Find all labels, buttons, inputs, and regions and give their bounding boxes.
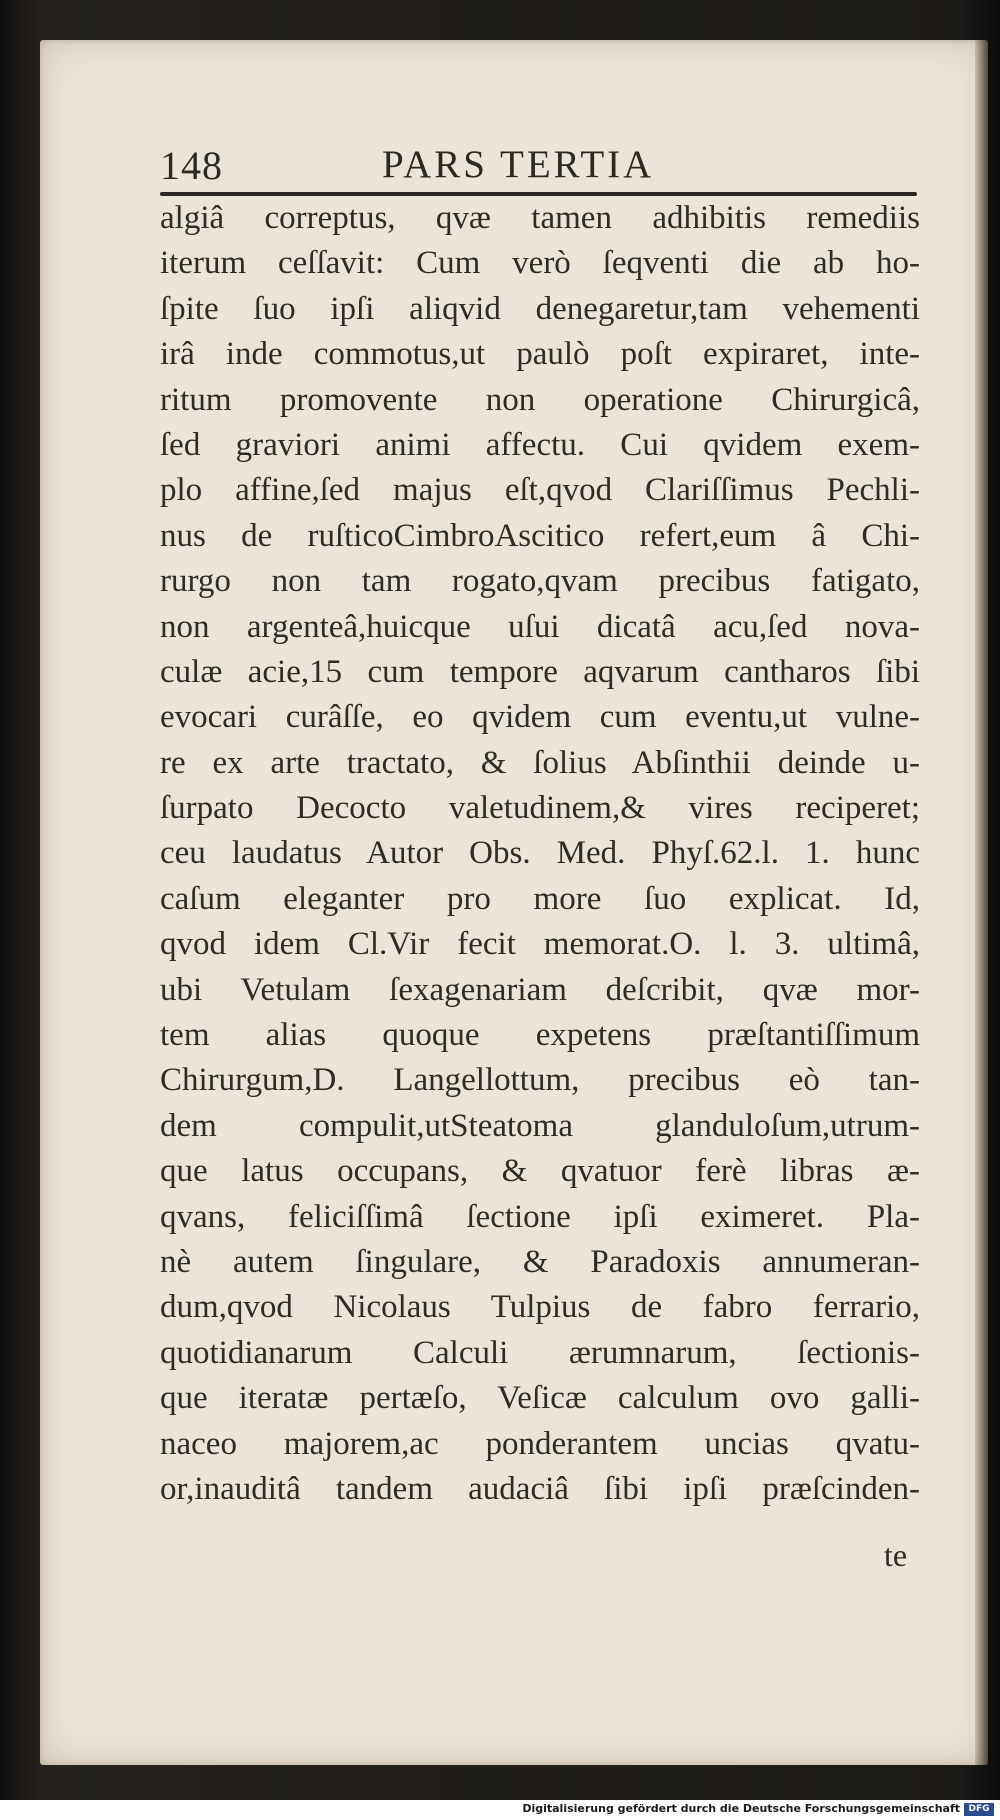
text-line: dem compulit,utSteatoma glanduloſum,utrum- bbox=[160, 1107, 920, 1144]
text-line: naceo majorem,ac ponderantem uncias qvatu- bbox=[160, 1425, 920, 1462]
page-header bbox=[160, 142, 920, 188]
text-line: nè autem ſingulare, & Paradoxis annumeran- bbox=[160, 1243, 920, 1280]
text-line: irâ inde commotus,ut paulò poſt expiraret, inte- bbox=[160, 336, 920, 373]
text-line: caſum eleganter pro more ſuo explicat. Id, bbox=[160, 880, 920, 917]
page-number: 148 bbox=[160, 143, 223, 188]
catchword: te bbox=[884, 1537, 908, 1573]
running-head: PARS TERTIA bbox=[382, 143, 655, 186]
text-line: qvans, feliciſſimâ ſectione ipſi eximeret. Pla- bbox=[160, 1198, 920, 1235]
text-line: ſed graviori animi affectu. Cui qvidem exem- bbox=[160, 426, 920, 463]
digitization-credit: Digitalisierung gefördert durch die Deutsche Forschungsgemeinschaft bbox=[522, 1802, 960, 1815]
body-text bbox=[160, 196, 920, 1512]
text-line: culæ acie,15 cum tempore aqvarum cantharos ſibi bbox=[160, 653, 920, 690]
text-line: or,inauditâ tandem audaciâ ſibi ipſi præſcinden- bbox=[160, 1470, 920, 1507]
text-line: iterum ceſſavit: Cum verò ſeqventi die ab ho- bbox=[160, 245, 920, 282]
text-line: dum,qvod Nicolaus Tulpius de fabro ferrario, bbox=[160, 1289, 920, 1326]
text-line: ritum promovente non operatione Chirurgicâ, bbox=[160, 381, 920, 418]
dfg-logo: DFG bbox=[964, 1803, 994, 1816]
text-line: re ex arte tractato, & ſolius Abſinthii deinde u- bbox=[160, 744, 920, 781]
text-line: nus de ruſticoCimbroAscitico refert,eum â Chi- bbox=[160, 517, 920, 554]
text-line: evocari curâſſe, eo qvidem cum eventu,ut vulne- bbox=[160, 699, 920, 736]
text-line: non argenteâ,huicque uſui dicatâ acu,ſed nova- bbox=[160, 608, 920, 645]
text-line: qvod idem Cl.Vir fecit memorat.O. l. 3. ultimâ, bbox=[160, 926, 920, 963]
text-line: ſpite ſuo ipſi aliqvid denegaretur,tam vehementi bbox=[160, 290, 920, 327]
text-line: ſurpato Decocto valetudinem,& vires reciperet; bbox=[160, 790, 920, 827]
text-line: tem alias quoque expetens præſtantiſſimum bbox=[160, 1017, 920, 1054]
text-line: rurgo non tam rogato,qvam precibus fatigato, bbox=[160, 563, 920, 600]
page-edge-shadow bbox=[975, 40, 988, 1765]
text-line: que iteratæ pertæſo, Veſicæ calculum ovo galli- bbox=[160, 1380, 920, 1417]
text-line: que latus occupans, & qvatuor ferè libras æ- bbox=[160, 1153, 920, 1190]
text-line: plo affine,ſed majus eſt,qvod Clariſſimus Pechli- bbox=[160, 472, 920, 509]
text-line: ceu laudatus Autor Obs. Med. Phyſ.62.l. 1. hunc bbox=[160, 835, 920, 872]
text-line: quotidianarum Calculi ærumnarum, ſectionis- bbox=[160, 1334, 920, 1371]
text-line: algiâ correptus, qvæ tamen adhibitis remediis bbox=[160, 200, 920, 236]
text-line: Chirurgum,D. Langellottum, precibus eò tan- bbox=[160, 1062, 920, 1099]
text-line: ubi Vetulam ſexagenariam deſcribit, qvæ mor- bbox=[160, 971, 920, 1008]
